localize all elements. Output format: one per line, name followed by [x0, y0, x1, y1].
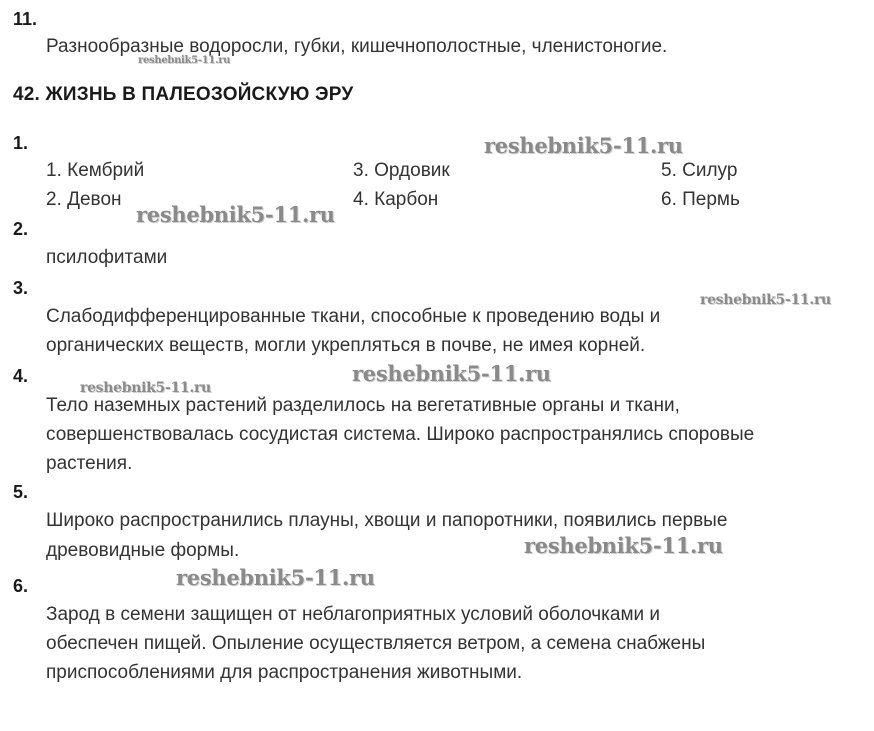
watermark: reshebnik5-11.ru	[524, 533, 723, 558]
answer-text-6-line-1: Зарод в семени защищен от неблагоприятных условий оболочками и	[46, 604, 661, 625]
answer-text-5-line-2: древовидные формы.	[46, 540, 240, 561]
answer-text-3-line-2: органических веществ, могли укрепляться в почве, не имея корней.	[46, 335, 646, 356]
section-title: 42. ЖИЗНЬ В ПАЛЕОЗОЙСКУЮ ЭРУ	[13, 84, 354, 105]
watermark: reshebnik5-11.ru	[80, 380, 211, 396]
watermark: reshebnik5-11.ru	[138, 55, 231, 66]
period-devonian: 2. Девон	[46, 189, 122, 210]
answer-text-11: Разнообразные водоросли, губки, кишечнополостные, членистоногие.	[46, 36, 668, 57]
answer-number-3: 3.	[13, 278, 29, 298]
answer-text-6-line-2: обеспечен пищей. Опыление осуществляется ветром, а семена снабжены	[46, 633, 706, 654]
period-cambrian: 1. Кембрий	[46, 160, 145, 181]
answer-number-6: 6.	[13, 576, 29, 596]
answer-number-2: 2.	[13, 219, 29, 239]
watermark: reshebnik5-11.ru	[176, 565, 375, 590]
answer-text-4-line-2: совершенствовалась сосудистая система. Широко распространялись споровые	[46, 424, 755, 445]
period-permian: 6. Пермь	[661, 189, 740, 210]
answer-text-2-line-1: псилофитами	[46, 247, 168, 268]
watermark: reshebnik5-11.ru	[136, 202, 335, 227]
answer-number-5: 5.	[13, 482, 29, 502]
answer-text-3-line-1: Слабодифференцированные ткани, способные к проведению воды и	[46, 306, 661, 327]
watermark: reshebnik5-11.ru	[484, 133, 683, 158]
answer-text-6-line-3: приспособлениями для распространения животными.	[46, 662, 523, 683]
answer-text-5-line-1: Широко распространились плауны, хвощи и папоротники, появились первые	[46, 510, 728, 531]
period-carboniferous: 4. Карбон	[353, 189, 439, 210]
answer-number-1: 1.	[13, 133, 29, 153]
answer-text-4-line-1: Тело наземных растений разделилось на вегетативные органы и ткани,	[46, 395, 680, 416]
watermark: reshebnik5-11.ru	[352, 361, 551, 386]
answer-number-4: 4.	[13, 366, 29, 386]
period-silurian: 5. Силур	[661, 160, 738, 181]
period-ordovician: 3. Ордовик	[353, 160, 450, 181]
question-number-11: 11.	[13, 9, 38, 29]
watermark: reshebnik5-11.ru	[700, 292, 831, 308]
answer-text-4-line-3: растения.	[46, 453, 133, 474]
